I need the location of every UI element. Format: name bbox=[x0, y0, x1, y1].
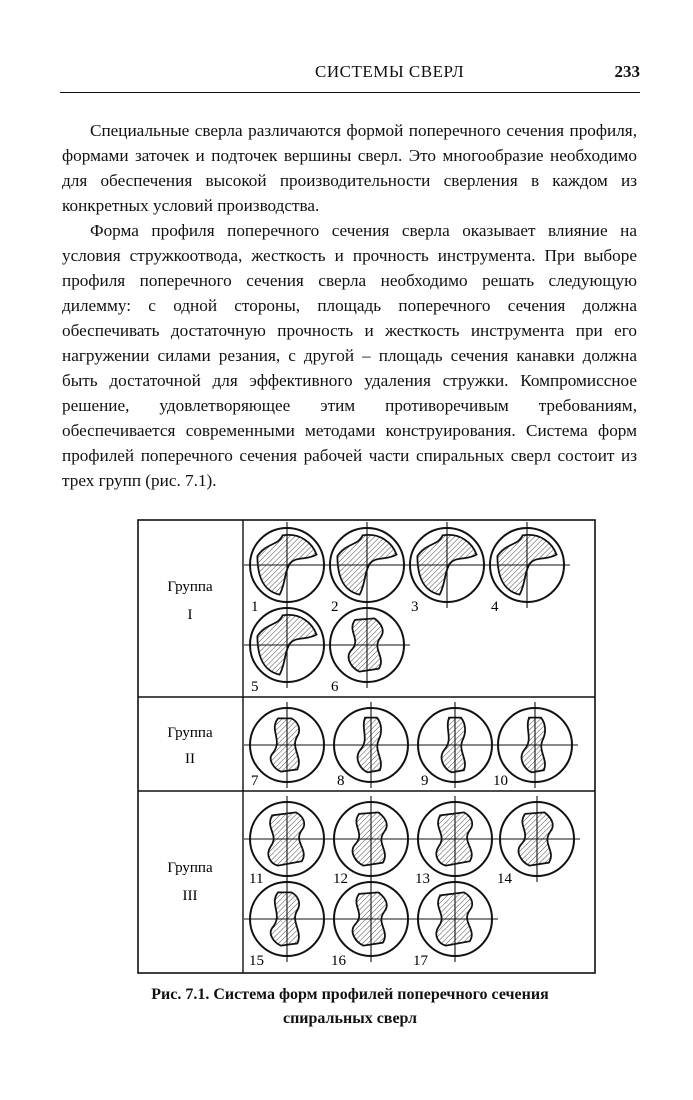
drill-profile-4 bbox=[484, 522, 570, 608]
profile-number-9: 9 bbox=[421, 773, 429, 789]
group-3-word: Группа bbox=[167, 860, 213, 876]
profile-number-4: 4 bbox=[491, 599, 499, 615]
paragraph-1: Специальные сверла различаются формой поперечного сечения профиля, формами заточек и подточек вершины сверл. Это многообразие необходимо для обеспечения высокой производительности сверления в каждом из конкретных условий производства. bbox=[62, 121, 637, 215]
profile-number-13: 13 bbox=[415, 871, 430, 887]
drill-profile-3 bbox=[404, 522, 490, 608]
drill-profile-2 bbox=[324, 522, 410, 608]
profile-number-6: 6 bbox=[331, 679, 339, 695]
profile-number-11: 11 bbox=[249, 871, 264, 887]
profile-number-17: 17 bbox=[413, 953, 428, 969]
figure-7-1 bbox=[137, 519, 596, 974]
profile-number-10: 10 bbox=[493, 773, 508, 789]
running-title: СИСТЕМЫ СВЕРЛ bbox=[315, 62, 465, 81]
group-1-word: Группа bbox=[167, 579, 213, 595]
drill-profile-11 bbox=[244, 796, 330, 882]
profile-number-8: 8 bbox=[337, 773, 345, 789]
profile-number-3: 3 bbox=[411, 599, 419, 615]
caption-line-1: Рис. 7.1. Система форм профилей поперечного сечения bbox=[151, 986, 549, 1003]
group-1-roman: I bbox=[187, 607, 193, 623]
profile-number-1: 1 bbox=[251, 599, 259, 615]
drill-profile-16 bbox=[328, 876, 414, 962]
profile-number-16: 16 bbox=[331, 953, 346, 969]
profiles-diagram bbox=[137, 519, 596, 974]
profile-number-7: 7 bbox=[251, 773, 259, 789]
drill-profile-15 bbox=[244, 876, 330, 962]
drill-profile-13 bbox=[412, 796, 498, 882]
drill-profile-17 bbox=[412, 876, 498, 962]
drill-profile-14 bbox=[494, 796, 580, 882]
profile-number-5: 5 bbox=[251, 679, 259, 695]
profile-number-12: 12 bbox=[333, 871, 348, 887]
paragraph-2: Форма профиля поперечного сечения сверла оказывает влияние на условия стружкоотвода, жесткость и прочность инструмента. При выборе профиля поперечного сечения сверла необходимо решать следующую дилемму: с одной стороны, площадь поперечного сечения должна обеспечивать достаточную прочность и жесткость инструмента при его нагружении силами резания, с другой – площадь сечения канавки должна быть достаточной для эффективного удаления стружки. Компромиссное решение, удовлетворяющее этим противоречивым требованиям, обеспечивается современными методами конструирования. Система форм профилей поперечного сечения рабочей части спиральных сверл состоит из трех групп (рис. 7.1). bbox=[62, 221, 637, 490]
drill-profile-12 bbox=[328, 796, 414, 882]
group-3-roman: III bbox=[182, 888, 198, 904]
group-2-roman: II bbox=[185, 751, 195, 767]
profile-number-15: 15 bbox=[249, 953, 264, 969]
group-2-word: Группа bbox=[167, 725, 213, 741]
caption-line-2: спиральных сверл bbox=[282, 1010, 418, 1027]
profile-number-14: 14 bbox=[497, 871, 512, 887]
body-text bbox=[62, 118, 637, 493]
header-rule bbox=[60, 92, 640, 93]
page-number: 233 bbox=[614, 62, 640, 81]
figure-caption bbox=[60, 983, 640, 1031]
profile-sections bbox=[244, 522, 580, 962]
profile-number-2: 2 bbox=[331, 599, 339, 615]
page-header bbox=[60, 62, 640, 88]
drill-profile-1 bbox=[244, 522, 330, 608]
